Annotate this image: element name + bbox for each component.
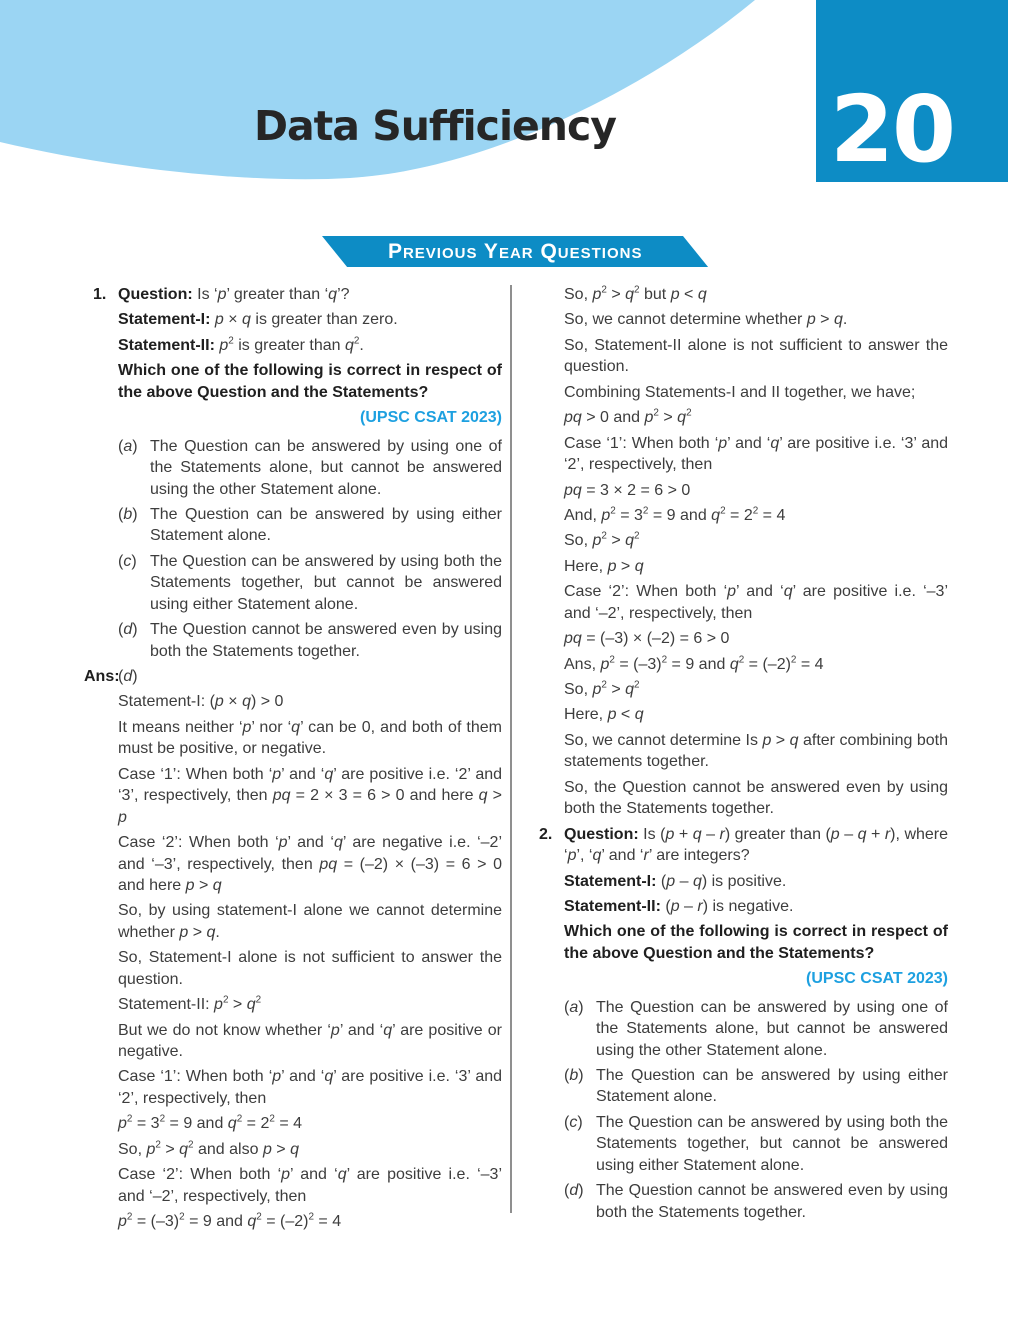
option-text: The Question can be answered by using either Statement alone. <box>150 505 502 545</box>
explanation-paragraph: $p^2 = 3^2 = 9$ and $q^2 = 2^2 = 4$ <box>118 1113 303 1133</box>
answer-option <box>118 436 502 500</box>
explanation-paragraph: So, the Question cannot be answered even by using both the Statements together. <box>564 778 948 818</box>
explanation-paragraph: Case ‘2’: When both ‘p’ and ‘q’ are positive i.e. ‘–3’ and ‘–2’, respectively, then <box>564 583 949 622</box>
explanation-paragraph: So, $p^2 > q^2$ <box>564 679 640 698</box>
explanation-paragraph: So, $p^2 > q^2$ but p < q <box>564 284 707 303</box>
explanation-paragraph: Combining Statements-I and II together, we have; <box>564 383 916 401</box>
explanation-paragraph: Here, p < q <box>564 706 644 724</box>
explanation-paragraph: Ans, $p^2 = (-3)^2 = 9$ and $q^2 = (-2)^2 = 4$ <box>564 654 824 673</box>
explanation-paragraph: Here, p > q <box>564 557 644 575</box>
question-line: Statement-II: $p^2$ is greater than $q^2$. <box>118 335 364 354</box>
answer-option <box>118 551 502 615</box>
option-marker: (c) <box>118 552 137 570</box>
explanation-paragraph: So, Statement-II alone is not sufficient to answer the question. <box>564 336 948 376</box>
question-line: Question: Is (p + q – r) greater than (p – q + r), where ‘p’, ‘q’ and ‘r’ are integers? <box>564 825 949 865</box>
explanation-paragraph: Statement-I: (p × q) > 0 <box>118 693 284 711</box>
option-marker: (a) <box>118 437 138 455</box>
answer-option <box>118 619 502 662</box>
answer-block <box>84 666 503 1237</box>
answer-label: Ans: <box>84 668 120 685</box>
source-tag: (UPSC CSAT 2023) <box>806 970 948 988</box>
option-marker: (b) <box>564 1067 584 1084</box>
question-content <box>118 284 502 666</box>
explanation-paragraph: pq > 0 and $p^2 > q^2$ <box>564 407 692 427</box>
explanation-paragraph: Case ‘2’: When both ‘p’ and ‘q’ are negative i.e. ‘–2’ and ‘–3’, respectively, then pq = (–2) × (–3) = 6 > 0 and here p > q <box>118 834 503 894</box>
question-block <box>88 284 502 666</box>
explanation-paragraph: pq = 3 × 2 = 6 > 0 <box>564 481 691 499</box>
explanation-paragraph: So, Statement-I alone is not sufficient to answer the question. <box>118 949 502 988</box>
pyq-banner-label: Previous Year Questions <box>387 239 643 263</box>
answer-content <box>118 666 502 1237</box>
question-line: Statement-I: (p – q) is positive. <box>564 872 787 890</box>
option-text: The Question can be answered by using one of the Statements alone, but cannot be answered using the other Statement alone. <box>596 998 948 1059</box>
option-text: The Question cannot be answered even by using both the Statements together. <box>596 1182 948 1221</box>
explanation-paragraph: Case ‘1’: When both ‘p’ and ‘q’ are positive i.e. ‘2’ and ‘3’, respectively, then pq = 2 × 3 = 6 > 0 and here q > p <box>118 765 503 826</box>
source-tag: (UPSC CSAT 2023) <box>360 409 502 427</box>
explanation-paragraph: Statement-II: $p^2 > q^2$ <box>118 994 262 1014</box>
option-marker: (c) <box>564 1113 583 1131</box>
explanation-paragraph: So, $p^2 > q^2$ <box>564 531 640 550</box>
question-number: 1. <box>93 286 107 303</box>
answer-option <box>564 1112 948 1176</box>
option-marker: (b) <box>118 505 138 523</box>
answer-option <box>564 997 948 1061</box>
option-marker: (d) <box>564 1182 584 1200</box>
explanation-paragraph: $p^2 = (-3)^2 = 9$ and $q^2 = (-2)^2 = 4$ <box>118 1211 342 1231</box>
answer-option <box>118 504 502 547</box>
question-content <box>564 824 948 1227</box>
option-text: The Question cannot be answered even by using both the Statements together. <box>150 621 502 660</box>
explanation-paragraph: Case ‘1’: When both ‘p’ and ‘q’ are positive i.e. ‘3’ and ‘2’, respectively, then <box>118 1068 503 1107</box>
chapter-number: 20 <box>830 76 955 183</box>
option-text: The Question can be answered by using either Statement alone. <box>596 1067 948 1106</box>
explanation-paragraph: So, $p^2 > q^2$ and also p > q <box>118 1139 299 1158</box>
explanation-paragraph: So, by using statement-I alone we cannot determine whether p > q. <box>118 902 502 941</box>
explanation-paragraph: And, $p^2 = 3^2 = 9$ and $q^2 = 2^2 = 4$ <box>564 505 786 524</box>
answer-option <box>564 1180 948 1223</box>
option-text: The Question can be answered by using both the Statements together, but cannot be answered using either Statement alone. <box>150 552 502 613</box>
column-divider <box>510 285 512 1213</box>
chapter-number-box <box>816 0 1008 182</box>
left-column <box>84 284 503 1237</box>
explanation-paragraph: pq = (–3) × (–2) = 6 > 0 <box>564 630 730 648</box>
page-title: Data Sufficiency <box>253 102 617 150</box>
question-block <box>534 824 948 1227</box>
explanation-paragraph: Case ‘2’: When both ‘p’ and ‘q’ are positive i.e. ‘–3’ and ‘–2’, respectively, then <box>118 1166 503 1205</box>
question-number: 2. <box>539 825 553 843</box>
question-line: Statement-II: (p – r) is negative. <box>564 897 794 915</box>
option-marker: (a) <box>564 998 584 1016</box>
explanation-paragraph: It means neither ‘p’ nor ‘q’ can be 0, and both of them must be positive, or negative. <box>118 718 503 758</box>
option-marker: (d) <box>118 621 138 639</box>
pyq-banner <box>322 236 708 267</box>
question-line: Question: Is ‘p’ greater than ‘q’? <box>118 286 350 303</box>
answer-value: (d) <box>118 668 138 685</box>
explanation-paragraph: Case ‘1’: When both ‘p’ and ‘q’ are positive i.e. ‘3’ and ‘2’, respectively, then <box>564 434 949 474</box>
option-text: The Question can be answered by using one of the Statements alone, but cannot be answered using the other Statement alone. <box>150 437 502 498</box>
explanation-paragraph: So, we cannot determine whether p > q. <box>564 311 848 329</box>
answer-option <box>564 1065 948 1108</box>
explanation-paragraph: But we do not know whether ‘p’ and ‘q’ are positive or negative. <box>118 1021 502 1060</box>
option-text: The Question can be answered by using both the Statements together, but cannot be answered using either Statement alone. <box>596 1113 948 1174</box>
question-line: Which one of the following is correct in respect of the above Question and the Statements? <box>118 362 502 401</box>
continuation-block <box>534 284 948 820</box>
question-line: Which one of the following is correct in respect of the above Question and the Statements? <box>564 923 948 962</box>
right-column <box>534 284 948 1227</box>
question-line: Statement-I: p × q is greater than zero. <box>118 311 398 329</box>
explanation-paragraph: So, we cannot determine Is p > q after combining both statements together. <box>564 731 949 771</box>
